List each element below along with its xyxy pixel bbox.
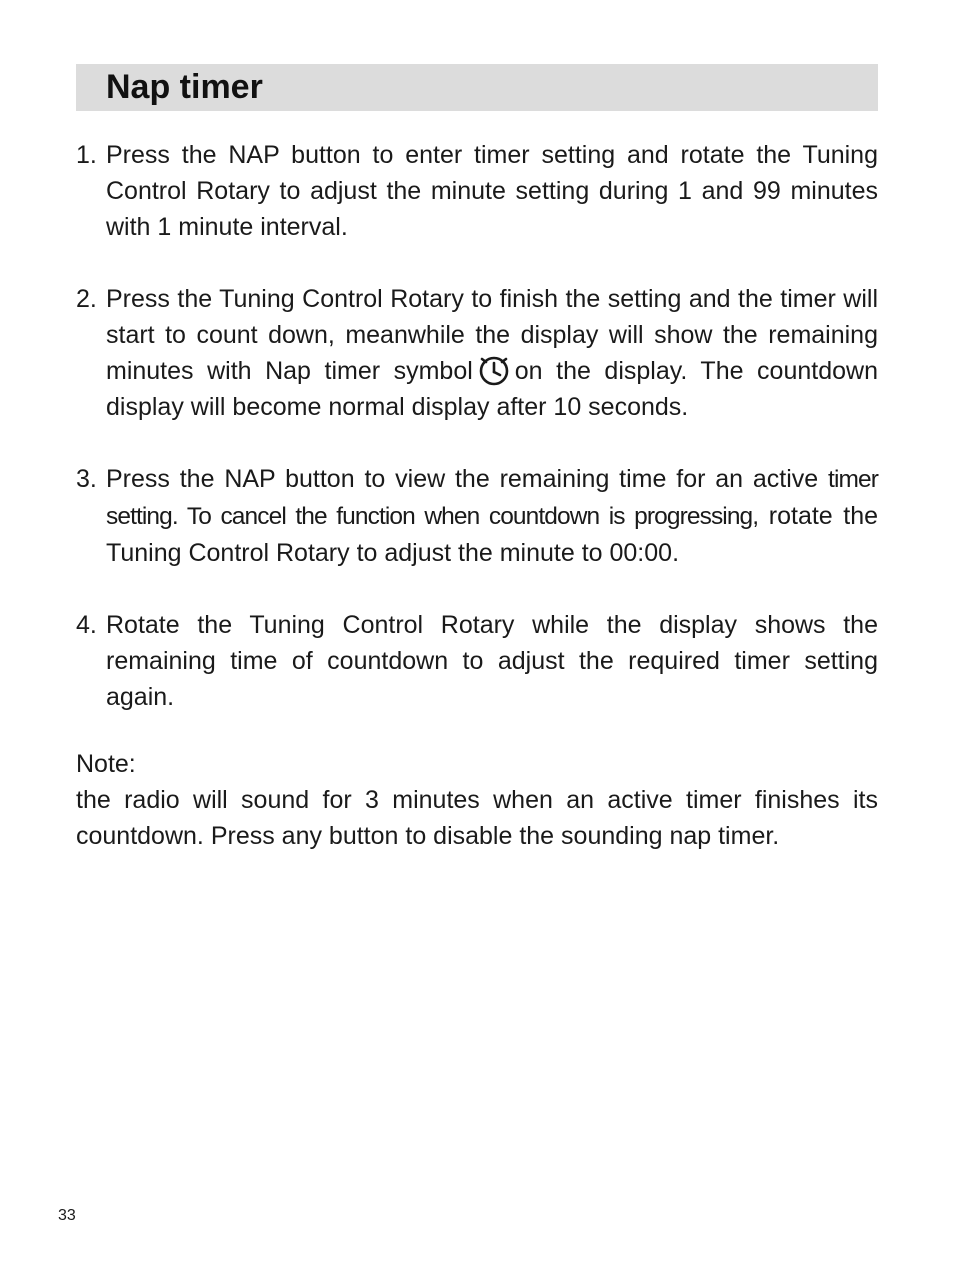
step-text-before-icon: Press the Tuning Control Rotary to finish the setting and the timer will start to count down, meanwhile the display will show the remaining minutes with Nap timer symbol [106, 285, 878, 385]
note-label: Note: [76, 750, 136, 778]
section-header [76, 64, 878, 111]
list-item-step-3 [76, 461, 878, 571]
list-item-step-1 [76, 137, 878, 245]
step-text-line-2: timer setting. To cancel the function when countdown is progressing, [106, 466, 878, 530]
step-text-after-icon: on the display. The countdown display will become normal display after 10 seconds. [106, 357, 878, 421]
note-text: the radio will sound for 3 minutes when an active timer finishes its countdown. Press any button to disable the sounding nap timer. [76, 786, 878, 850]
list-item-step-2 [76, 281, 878, 425]
nap-timer-icon [477, 353, 511, 387]
step-number: 1. [76, 141, 97, 169]
step-text: Press the NAP button to enter timer setting and rotate the Tuning Control Rotary to adjust the minute setting during 1 and 99 minutes with 1 minute interval. [106, 141, 878, 241]
instruction-list [76, 137, 878, 751]
step-text-line-1: Press the NAP button to view the remaining time for an active [106, 465, 819, 493]
step-text [106, 281, 878, 425]
list-item-step-4 [76, 607, 878, 715]
step-text-line-3: rotate the Tuning Control Rotary to adjust the minute to 00:00. [106, 502, 878, 567]
page-number: 33 [58, 1207, 76, 1224]
note-block [76, 746, 878, 854]
step-text: Rotate the Tuning Control Rotary while the display shows the remaining time of countdown to adjust the required timer setting again. [106, 611, 878, 711]
step-text [106, 461, 878, 571]
step-number: 3. [76, 465, 97, 493]
page-title: Nap timer [106, 68, 263, 106]
step-number: 2. [76, 285, 97, 313]
step-number: 4. [76, 611, 97, 639]
